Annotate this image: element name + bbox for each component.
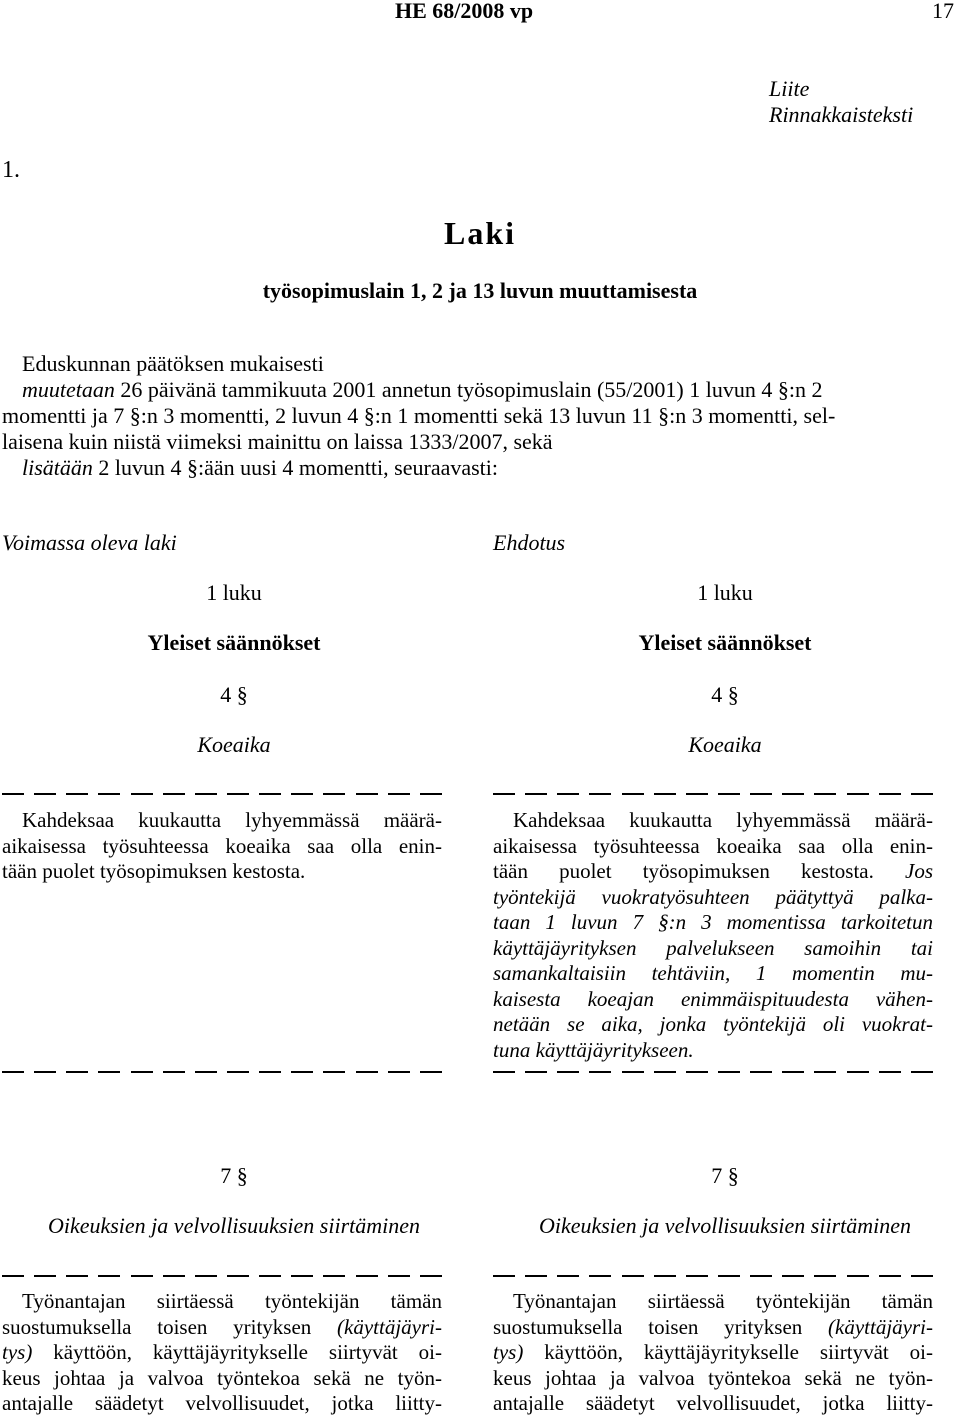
left-s2-line-4: keus johtaa ja valvoa työntekoa sekä ne työn- [2, 1365, 442, 1390]
right-chapter-title: Yleiset säännökset [638, 630, 812, 655]
right-s2-line-1: Työnantajan siirtäessä työntekijän tämän [513, 1289, 933, 1313]
annex-type: Rinnakkaisteksti [769, 102, 914, 127]
left-section2-number: 7 § [220, 1163, 248, 1188]
left-s2-line-2 [2, 1315, 442, 1341]
right-omission-line-top [493, 788, 933, 800]
right-text-line-3 [493, 859, 933, 885]
right-s2-line-2-normal: suostumuksella toisen yrityksen [493, 1314, 829, 1339]
annex-label: Liite [769, 76, 810, 101]
left-paragraph-title: Koeaika [197, 732, 271, 757]
document-reference: HE 68/2008 vp [395, 0, 534, 23]
law-title: Laki [443, 215, 517, 251]
right-text-line-3-italic: Jos [905, 859, 933, 883]
right-column-heading: Ehdotus [493, 530, 566, 555]
preamble-intro: Eduskunnan päätöksen mukaisesti [22, 351, 324, 376]
right-paragraph-title: Koeaika [688, 732, 762, 757]
left-s2-line-1: Työnantajan siirtäessä työntekijän tämän [22, 1289, 442, 1313]
right-chapter: 1 luku [697, 580, 753, 605]
right-s2-line-4: keus johtaa ja valvoa työntekoa sekä ne työn- [493, 1365, 933, 1390]
right-italic-line-5: kaisesta koeajan enimmäispituudesta vähen- [493, 986, 933, 1011]
right-omission-line-section2 [493, 1270, 933, 1282]
right-italic-line-1: työntekijä vuokratyösuhteen päätyttyä palka- [493, 884, 933, 909]
right-italic-line-2: taan 1 luvun 7 §:n 3 momentissa tarkoitetun [493, 910, 933, 934]
left-s2-line-3-normal: käyttöön, käyttäjäyritykselle siirtyvät oi- [32, 1340, 442, 1364]
left-omission-line-top [2, 788, 442, 800]
right-italic-line-6: netään se aika, jonka työntekijä oli vuokrat- [493, 1012, 933, 1036]
left-chapter: 1 luku [206, 580, 262, 605]
amend-keyword: muutetaan [22, 377, 115, 402]
law-number: 1. [2, 157, 20, 183]
left-text-line-1: Kahdeksaa kuukautta lyhyemmässä määrä- [22, 808, 442, 832]
right-text-line-2: aikaisessa työsuhteessa koeaika saa olla enin- [493, 833, 933, 858]
right-omission-line-bottom [493, 1066, 933, 1078]
left-s2-line-2-normal: suostumuksella toisen yrityksen [2, 1314, 338, 1339]
left-text-line-3: tään puolet työsopimuksen kestosta. [2, 859, 306, 883]
right-paragraph-text [493, 808, 933, 1063]
right-italic-line-4: samankaltaisiin tehtäviin, 1 momentin mu- [493, 961, 933, 985]
right-section2-number: 7 § [711, 1163, 739, 1188]
right-s2-line-2 [493, 1315, 933, 1341]
right-italic-line-3: käyttäjäyrityksen palvelukseen samoihin tai [493, 935, 933, 960]
right-s2-line-3 [493, 1340, 933, 1366]
left-s2-line-3 [2, 1340, 442, 1366]
right-s2-line-2-italic: (käyttäjäyri- [828, 1314, 933, 1339]
right-italic-line-7: tuna käyttäjäyritykseen. [493, 1037, 694, 1062]
left-text-line-2: aikaisessa työsuhteessa koeaika saa olla enin- [2, 833, 442, 858]
add-keyword: lisätään [22, 455, 93, 480]
left-column-heading: Voimassa oleva laki [2, 530, 177, 555]
page-number: 17 [932, 0, 954, 23]
preamble-add-line [22, 455, 498, 481]
right-s2-line-3-normal: käyttöön, käyttäjäyritykselle siirtyvät oi- [523, 1340, 933, 1364]
left-s2-line-5: antajalle säädetyt velvollisuudet, jotka liitty- [2, 1391, 442, 1415]
preamble-line4: laisena kuin niistä viimeksi mainittu on laissa 1333/2007, sekä [2, 429, 553, 454]
left-s2-line-3-italic: tys) [2, 1340, 33, 1364]
amend-text: 26 päivänä tammikuuta 2001 annetun työsopimuslain (55/2001) 1 luvun 4 §:n 2 [114, 377, 823, 402]
right-section2-text [493, 1289, 933, 1417]
right-paragraph-number: 4 § [711, 682, 739, 707]
left-chapter-title: Yleiset säännökset [147, 630, 321, 655]
left-paragraph-number: 4 § [220, 682, 248, 707]
left-section2-text [2, 1289, 442, 1417]
right-text-line-3-normal: tään puolet työsopimuksen kestosta. [493, 859, 905, 883]
left-omission-line-bottom [2, 1066, 442, 1078]
left-omission-line-section2 [2, 1270, 442, 1282]
law-subtitle: työsopimuslain 1, 2 ja 13 luvun muuttamisesta [262, 278, 698, 303]
right-s2-line-3-italic: tys) [493, 1340, 524, 1364]
preamble-amend-line [22, 377, 822, 403]
left-section2-title: Oikeuksien ja velvollisuuksien siirtäminen [47, 1213, 421, 1238]
right-s2-line-5: antajalle säädetyt velvollisuudet, jotka liitty- [493, 1391, 933, 1415]
left-paragraph-text [2, 808, 442, 885]
left-s2-line-2-italic: (käyttäjäyri- [337, 1314, 442, 1339]
right-section2-title: Oikeuksien ja velvollisuuksien siirtäminen [538, 1213, 912, 1238]
right-text-line-1: Kahdeksaa kuukautta lyhyemmässä määrä- [513, 808, 933, 832]
add-text: 2 luvun 4 §:ään uusi 4 momentti, seuraavasti: [92, 455, 499, 480]
preamble-line3: momentti ja 7 §:n 3 momentti, 2 luvun 4 §:n 1 momentti sekä 13 luvun 11 §:n 3 momentti, sel- [2, 403, 836, 428]
